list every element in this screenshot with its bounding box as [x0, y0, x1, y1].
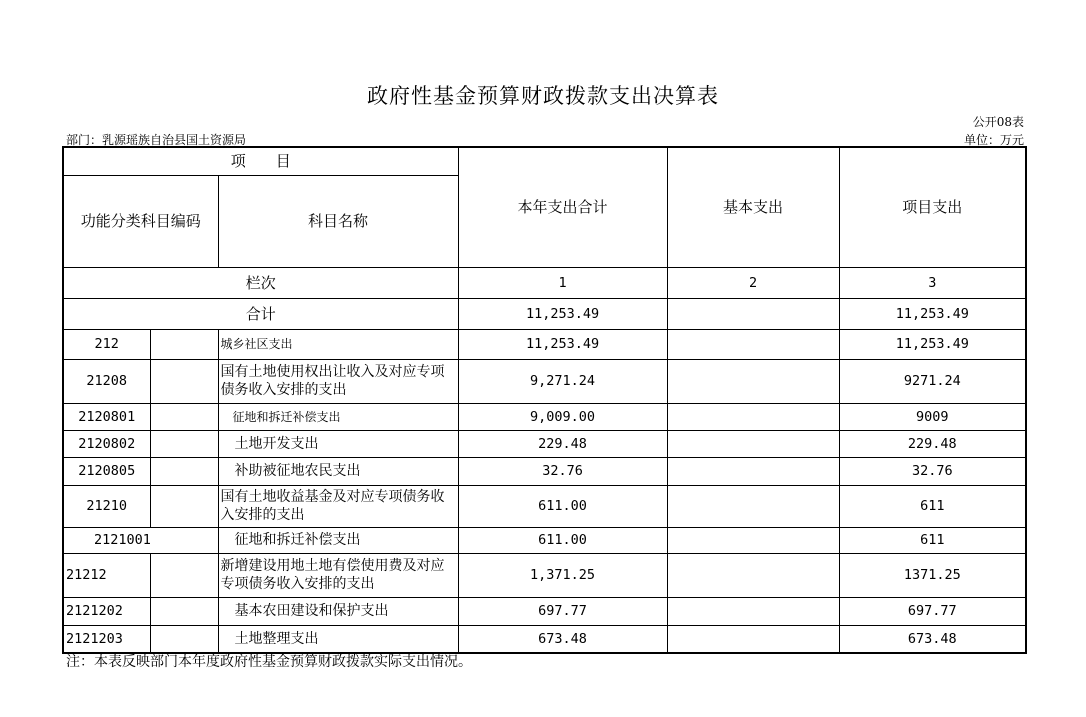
row-project: 1371.25 [839, 553, 1026, 597]
row-code: 2121202 [63, 597, 150, 625]
column-number-1: 1 [458, 267, 667, 298]
row-blank [150, 625, 218, 653]
header-project: 项目支出 [839, 147, 1026, 267]
header-total: 本年支出合计 [458, 147, 667, 267]
row-basic [667, 597, 839, 625]
row-name: 征地和拆迁补偿支出 [218, 527, 458, 553]
row-code: 2121203 [63, 625, 150, 653]
footnote: 注：本表反映部门本年度政府性基金预算财政拨款实际支出情况。 [66, 654, 472, 670]
row-basic [667, 403, 839, 430]
table-row [63, 625, 1026, 653]
row-project: 697.77 [839, 597, 1026, 625]
row-project: 611 [839, 485, 1026, 527]
table-row [63, 527, 1026, 553]
column-number-label: 栏次 [63, 267, 458, 298]
row-name: 土地整理支出 [218, 625, 458, 653]
row-name: 土地开发支出 [218, 430, 458, 457]
row-project: 11,253.49 [839, 329, 1026, 359]
row-code: 2121001 [63, 527, 218, 553]
column-number-2: 2 [667, 267, 839, 298]
page-title: 政府性基金预算财政拨款支出决算表 [367, 84, 719, 108]
table-row [63, 485, 1026, 527]
row-name: 国有土地使用权出让收入及对应专项债务收入安排的支出 [218, 359, 458, 403]
row-code: 21212 [63, 553, 150, 597]
row-blank [150, 359, 218, 403]
table-row [63, 329, 1026, 359]
table-row [63, 403, 1026, 430]
table-row [63, 597, 1026, 625]
row-total: 229.48 [458, 430, 667, 457]
header-func-code: 功能分类科目编码 [63, 175, 218, 267]
row-code: 21210 [63, 485, 150, 527]
row-project: 9009 [839, 403, 1026, 430]
header-basic: 基本支出 [667, 147, 839, 267]
header-item: 项 目 [63, 147, 458, 175]
row-code: 21208 [63, 359, 150, 403]
sum-basic [667, 298, 839, 329]
row-total: 32.76 [458, 457, 667, 485]
row-name: 国有土地收益基金及对应专项债务收入安排的支出 [218, 485, 458, 527]
row-blank [150, 457, 218, 485]
row-project: 229.48 [839, 430, 1026, 457]
column-number-3: 3 [839, 267, 1026, 298]
sum-label: 合计 [63, 298, 458, 329]
row-project: 9271.24 [839, 359, 1026, 403]
unit-label: 单位：万元 [963, 133, 1024, 147]
row-basic [667, 457, 839, 485]
row-project: 673.48 [839, 625, 1026, 653]
row-name: 基本农田建设和保护支出 [218, 597, 458, 625]
sum-project: 11,253.49 [839, 298, 1026, 329]
row-basic [667, 625, 839, 653]
table-row [63, 553, 1026, 597]
department-label: 部门：乳源瑶族自治县国土资源局 [66, 133, 247, 147]
row-blank [150, 553, 218, 597]
sum-total: 11,253.49 [458, 298, 667, 329]
row-total: 611.00 [458, 527, 667, 553]
row-code: 2120802 [63, 430, 150, 457]
row-blank [150, 430, 218, 457]
row-blank [150, 485, 218, 527]
row-name: 城乡社区支出 [218, 329, 458, 359]
row-blank [150, 329, 218, 359]
row-project: 611 [839, 527, 1026, 553]
header-subject-name: 科目名称 [218, 175, 458, 267]
row-name: 补助被征地农民支出 [218, 457, 458, 485]
row-code: 212 [63, 329, 150, 359]
row-basic [667, 329, 839, 359]
row-name: 新增建设用地土地有偿使用费及对应专项债务收入安排的支出 [218, 553, 458, 597]
row-code: 2120805 [63, 457, 150, 485]
table-row [63, 359, 1026, 403]
row-name: 征地和拆迁补偿支出 [218, 403, 458, 430]
table-row [63, 457, 1026, 485]
row-total: 611.00 [458, 485, 667, 527]
row-total: 9,009.00 [458, 403, 667, 430]
expenditure-table [62, 146, 1027, 654]
table-row [63, 430, 1026, 457]
row-blank [150, 403, 218, 430]
row-total: 9,271.24 [458, 359, 667, 403]
row-total: 673.48 [458, 625, 667, 653]
row-blank [150, 597, 218, 625]
row-basic [667, 359, 839, 403]
form-number: 公开08表 [972, 115, 1024, 129]
row-total: 697.77 [458, 597, 667, 625]
row-basic [667, 553, 839, 597]
row-project: 32.76 [839, 457, 1026, 485]
row-total: 1,371.25 [458, 553, 667, 597]
row-code: 2120801 [63, 403, 150, 430]
row-basic [667, 430, 839, 457]
row-basic [667, 527, 839, 553]
row-total: 11,253.49 [458, 329, 667, 359]
row-basic [667, 485, 839, 527]
